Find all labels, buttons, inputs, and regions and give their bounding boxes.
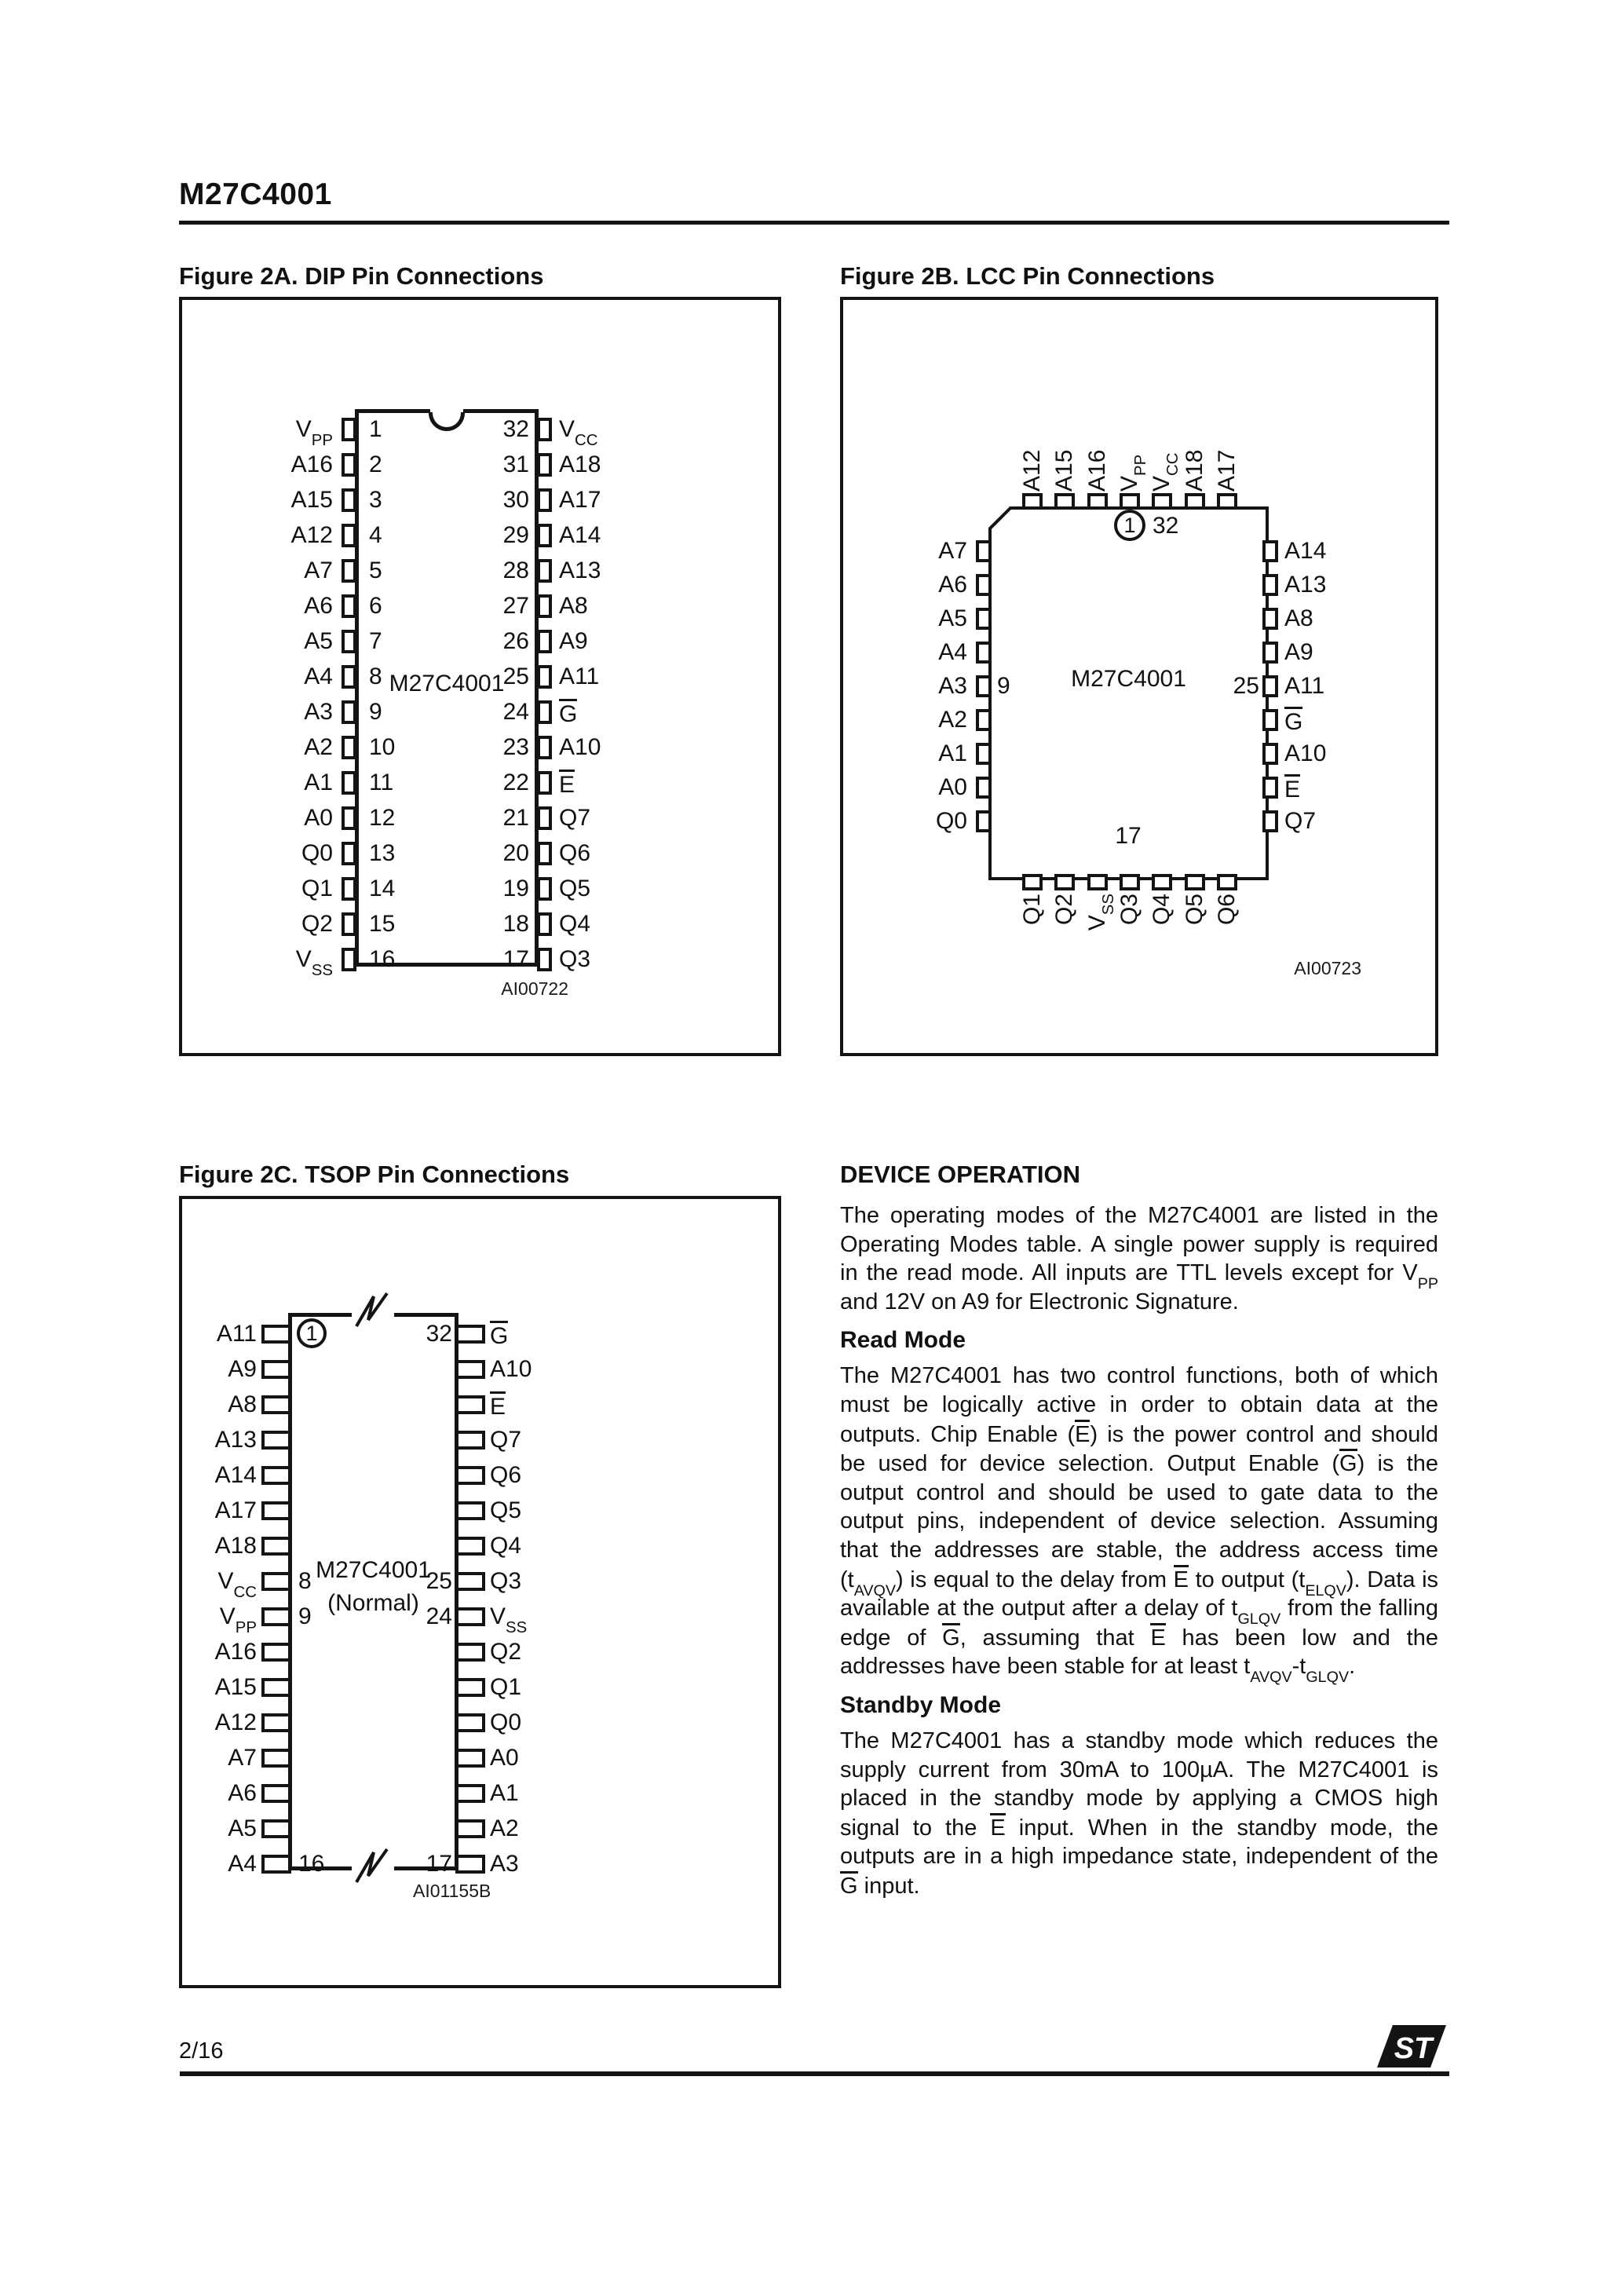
lcc-pin-stub-right [1262, 540, 1278, 562]
dip-pin-label-right: Q3 [559, 946, 591, 972]
tsop-pin-label-left: A11 [216, 1321, 257, 1347]
dip-pin-label-right: A13 [559, 558, 601, 583]
dip-pin-number-left: 16 [369, 946, 396, 972]
dip-pin-number-left: 7 [369, 628, 382, 654]
dip-pin-label-right: G [559, 699, 577, 728]
standby-mode-body: The M27C4001 has a standby mode which reduces the supply current from 30mA to 100µA. The M27C4001 is placed in the standby mode by applying a CMOS high signal to the E input. When in the standby mode, the outputs are in a high impedance state, independent of the G input. [840, 1727, 1439, 1899]
dip-pin-stub-right [537, 736, 552, 759]
device-operation-intro: The operating modes of the M27C4001 are listed in the Operating Modes table. A single power supply is required in the read mode. All inputs are TTL levels except for $V_{PP}$ and 12V on A9 for Electronic Signature. [840, 1203, 1438, 1314]
tsop-pin-stub-left [261, 1572, 291, 1591]
lcc-pin-stub-right [1262, 709, 1278, 731]
tsop-pin-label-right: Q3 [490, 1568, 522, 1594]
dip-pin-label-left: Q0 [301, 840, 333, 866]
tsop-pin-stub-left [261, 1819, 291, 1838]
dip-pin-label-right: A10 [559, 734, 601, 760]
lcc-pin-stub-left [976, 608, 992, 630]
lcc-pin-stub-top [1120, 493, 1140, 510]
lcc-pin-stub-bottom [1152, 874, 1172, 890]
tsop-pin-stub-left [261, 1607, 291, 1626]
dip-pin-number-right: 29 [502, 522, 529, 548]
break-mark-bottom-icon [352, 1846, 394, 1893]
lcc-pin-label-top: $V_{CC}$ [1149, 452, 1182, 492]
dip-pin-stub-left [342, 700, 356, 724]
lcc-pin-label-top: A12 [1019, 449, 1045, 492]
tsop-pin-stub-right [455, 1713, 485, 1732]
tsop-pin-number-left: 9 [298, 1603, 312, 1629]
tsop-pin-number-left: 8 [298, 1568, 312, 1594]
dip-pin-stub-right [537, 806, 552, 830]
tsop-pin-label-left: A15 [214, 1674, 257, 1700]
tsop-pin-stub-left [261, 1466, 291, 1485]
dip-pin-label-left: A15 [290, 487, 333, 513]
dip-pin-number-left: 3 [369, 487, 382, 513]
tsop-pin-label-right: Q7 [490, 1427, 522, 1453]
dip-pin-stub-left [342, 418, 356, 441]
figure-2a-box-dip-diagram [179, 297, 781, 1056]
break-mark-top-icon [352, 1290, 394, 1337]
dip-pin-label-left: A0 [304, 805, 333, 831]
lcc-pin-label-left: A2 [938, 707, 967, 733]
tsop-pin-stub-right [455, 1855, 485, 1874]
figure-ref: AI00722 [501, 978, 568, 999]
dip-pin-label-left: Q2 [301, 911, 333, 937]
lcc-pin-label-left: A5 [938, 605, 967, 631]
tsop-pin-label-left: A16 [214, 1639, 257, 1665]
lcc-pin-label-left: A7 [938, 538, 967, 564]
dip-pin-label-left: Q1 [301, 876, 333, 901]
tsop-pin-stub-left [261, 1395, 291, 1414]
dip-pin-label-left: A3 [304, 699, 333, 725]
lcc-pin-label-top: A16 [1084, 449, 1110, 492]
dip-pin-number-right: 23 [502, 734, 529, 760]
lcc-pin-stub-left [976, 777, 992, 799]
standby-mode-heading: Standby Mode [840, 1691, 1002, 1718]
dip-pin-label-left: $V_{PP}$ [295, 416, 333, 450]
pin32-marker: 32 [1153, 513, 1179, 539]
dip-pin-label-right: A8 [559, 593, 588, 619]
chip-label: M27C4001 [389, 671, 505, 696]
tsop-pin-label-right: A10 [490, 1356, 532, 1382]
dip-pin-stub-left [342, 912, 356, 936]
dip-pin-label-right: $V_{CC}$ [559, 416, 598, 450]
lcc-pin-label-left: Q0 [935, 808, 967, 834]
tsop-pin-label-left: A7 [228, 1745, 257, 1771]
lcc-pin-label-left: A3 [938, 673, 967, 699]
lcc-pin-stub-bottom [1120, 874, 1140, 890]
tsop-pin-stub-left [261, 1784, 291, 1803]
lcc-pin-label-bottom: Q1 [1019, 894, 1045, 926]
lcc-pin-label-bottom: Q3 [1116, 894, 1142, 926]
tsop-pin-stub-right [455, 1395, 485, 1414]
lcc-pin-label-top: $V_{PP}$ [1116, 454, 1150, 492]
lcc-pin-stub-left [976, 709, 992, 731]
lcc-pin-label-right: Q7 [1284, 808, 1317, 834]
dip-pin-number-left: 8 [369, 664, 382, 689]
tsop-pin-label-left: $V_{CC}$ [217, 1568, 257, 1602]
tsop-pin-label-left: A9 [228, 1356, 257, 1382]
chip-sublabel: (Normal) [327, 1590, 419, 1616]
dip-pin-number-left: 2 [369, 452, 382, 477]
lcc-pin-label-right: A14 [1284, 538, 1327, 564]
tsop-pin-label-left: $V_{PP}$ [219, 1603, 257, 1637]
lcc-pin-label-top: A17 [1214, 449, 1240, 492]
dip-pin-number-right: 30 [502, 487, 529, 513]
lcc-pin-stub-left [976, 574, 992, 596]
pin9-marker: 9 [997, 673, 1010, 699]
lcc-pin-stub-right [1262, 608, 1278, 630]
doc-title: M27C4001 [179, 177, 332, 211]
tsop-pin-label-right: Q6 [490, 1462, 522, 1488]
lcc-pin-label-bottom: Q5 [1182, 894, 1207, 926]
lcc-pin-stub-top [1185, 493, 1205, 510]
tsop-pin-stub-left [261, 1855, 291, 1874]
tsop-pin-stub-right [455, 1607, 485, 1626]
dip-pin-number-right: 26 [502, 628, 529, 654]
tsop-pin-label-left: A5 [228, 1815, 257, 1841]
dip-pin-stub-left [342, 524, 356, 547]
lcc-pin-label-right: E [1284, 774, 1300, 803]
tsop-pin-stub-left [261, 1749, 291, 1768]
dip-pin-stub-right [537, 700, 552, 724]
figure-2a-caption: Figure 2A. DIP Pin Connections [179, 262, 544, 290]
dip-pin-label-right: Q5 [559, 876, 591, 901]
lcc-pin-stub-right [1262, 777, 1278, 799]
tsop-pin-stub-right [455, 1466, 485, 1485]
tsop-pin-label-right: E [490, 1391, 506, 1420]
lcc-pin-stub-bottom [1054, 874, 1075, 890]
tsop-pin-stub-right [455, 1572, 485, 1591]
tsop-pin-number-right: 17 [426, 1851, 452, 1877]
tsop-pin-label-right: A3 [490, 1851, 519, 1877]
dip-pin-stub-right [537, 877, 552, 901]
dip-pin-number-left: 15 [369, 911, 396, 937]
tsop-pin-label-left: A18 [214, 1533, 257, 1559]
tsop-pin-label-left: A12 [214, 1709, 257, 1735]
dip-pin-number-left: 4 [369, 522, 382, 548]
st-logo-text: ST [1394, 2032, 1433, 2065]
pin1-circle-marker: 1 [297, 1318, 327, 1348]
dip-pin-stub-left [342, 948, 356, 971]
lcc-pin-stub-right [1262, 574, 1278, 596]
lcc-pin-label-bottom: Q2 [1051, 894, 1077, 926]
dip-pin-label-left: A7 [304, 558, 333, 583]
tsop-pin-label-left: A17 [214, 1497, 257, 1523]
dip-pin-stub-right [537, 630, 552, 653]
dip-pin-stub-left [342, 630, 356, 653]
tsop-pin-stub-left [261, 1643, 291, 1662]
dip-pin-label-right: A17 [559, 487, 601, 513]
dip-pin-stub-right [537, 524, 552, 547]
dip-pin-number-left: 10 [369, 734, 396, 760]
dip-pin-label-right: A9 [559, 628, 588, 654]
st-logo [1377, 2024, 1446, 2068]
tsop-pin-stub-right [455, 1325, 485, 1344]
dip-pin-stub-right [537, 488, 552, 512]
dip-pin-stub-left [342, 806, 356, 830]
footer-rule [180, 2071, 1449, 2076]
lcc-pin-stub-left [976, 540, 992, 562]
dip-pin-label-left: A2 [304, 734, 333, 760]
tsop-pin-stub-right [455, 1537, 485, 1556]
tsop-pin-stub-right [455, 1749, 485, 1768]
figure-2c-box-tsop-diagram [179, 1196, 781, 1988]
figure-2b-box-lcc-diagram [840, 297, 1438, 1056]
lcc-pin-stub-left [976, 810, 992, 832]
dip-pin-stub-right [537, 594, 552, 618]
lcc-pin-label-bottom: Q6 [1214, 894, 1240, 926]
tsop-pin-label-right: A1 [490, 1780, 519, 1806]
device-operation-section [840, 1161, 1438, 1903]
figure-ref: AI01155B [413, 1881, 491, 1901]
tsop-pin-label-right: Q2 [490, 1639, 522, 1665]
tsop-pin-stub-left [261, 1501, 291, 1520]
lcc-pin-label-right: A11 [1284, 673, 1325, 699]
dip-pin-stub-right [537, 559, 552, 583]
pin25-marker: 25 [1233, 673, 1259, 699]
tsop-pin-stub-left [261, 1678, 291, 1697]
dip-pin-stub-right [537, 665, 552, 689]
lcc-pin-stub-top [1054, 493, 1075, 510]
pin17-marker: 17 [1115, 823, 1142, 849]
dip-pin-stub-right [537, 771, 552, 795]
read-mode-body: The M27C4001 has two control functions, both of which must be logically active in order to obtain data at the outputs. Chip Enable (E) is the power control and should be used for device selection. Output Enable (G) is the output control and should be used to gate data to the output pins, independent of device selection. Assuming that the addresses are stable, the address access time $(t_{AVQV})$ is equal to the delay from E to output $(t_{ELQV})$. Data is available at the output after a delay of $t_{GLQV}$ from the falling edge of G, assuming that E has been low and the addresses have been stable for at least $t_{AVQV}-t_{GLQV}$. [840, 1363, 1439, 1687]
lcc-pin-stub-top [1022, 493, 1043, 510]
read-mode-heading: Read Mode [840, 1327, 966, 1354]
dip-pin-number-left: 1 [369, 416, 382, 442]
dip-pin-number-right: 31 [502, 452, 529, 477]
lcc-pin-stub-bottom [1185, 874, 1205, 890]
dip-pin-label-left: A12 [290, 522, 333, 548]
tsop-pin-stub-right [455, 1784, 485, 1803]
lcc-pin-label-right: G [1284, 707, 1302, 736]
lcc-pin-label-left: A4 [938, 639, 967, 665]
dip-pin-stub-left [342, 771, 356, 795]
dip-pin-stub-left [342, 488, 356, 512]
dip-pin-label-right: E [559, 770, 575, 799]
tsop-pin-label-left: A6 [228, 1780, 257, 1806]
dip-pin-label-right: Q6 [559, 840, 591, 866]
dip-pin-number-right: 32 [502, 416, 529, 442]
lcc-pin-label-right: A13 [1284, 572, 1327, 598]
dip-pin-number-right: 22 [502, 770, 529, 795]
lcc-pin-label-bottom: Q4 [1149, 894, 1174, 926]
header-rule [179, 221, 1449, 225]
lcc-pin-stub-right [1262, 743, 1278, 765]
dip-pin-number-right: 27 [502, 593, 529, 619]
dip-pin-label-left: $V_{SS}$ [295, 946, 333, 980]
dip-pin-number-left: 14 [369, 876, 396, 901]
tsop-pin-number-right: 24 [426, 1603, 452, 1629]
dip-pin-stub-right [537, 453, 552, 477]
tsop-pin-stub-left [261, 1360, 291, 1379]
tsop-pin-label-right: G [490, 1321, 508, 1350]
tsop-pin-stub-right [455, 1678, 485, 1697]
figure-2b-caption: Figure 2B. LCC Pin Connections [840, 262, 1215, 290]
tsop-pin-stub-right [455, 1501, 485, 1520]
dip-pin-number-right: 25 [502, 664, 529, 689]
dip-pin-number-right: 21 [502, 805, 529, 831]
lcc-pin-stub-left [976, 743, 992, 765]
tsop-pin-label-right: $V_{SS}$ [490, 1603, 528, 1637]
dip-pin-stub-right [537, 948, 552, 971]
dip-pin-number-left: 13 [369, 840, 396, 866]
tsop-pin-label-right: Q4 [490, 1533, 522, 1559]
lcc-pin-label-left: A0 [938, 774, 967, 800]
lcc-pin-stub-left [976, 642, 992, 664]
figure-2c-caption: Figure 2C. TSOP Pin Connections [179, 1161, 570, 1188]
dip-pin-number-right: 24 [502, 699, 529, 725]
lcc-pin-stub-right [1262, 810, 1278, 832]
dip-pin-label-right: Q7 [559, 805, 591, 831]
chip-label: M27C4001 [1071, 666, 1186, 692]
tsop-pin-number-right: 32 [426, 1321, 452, 1347]
dip-pin-label-right: Q4 [559, 911, 591, 937]
dip-pin-number-left: 6 [369, 593, 382, 619]
lcc-pin-label-top: A18 [1182, 449, 1207, 492]
dip-pin-stub-left [342, 594, 356, 618]
dip-pin-label-left: A1 [304, 770, 333, 795]
dip-pin-number-right: 18 [502, 911, 529, 937]
dip-pin-label-right: A14 [559, 522, 601, 548]
dip-pin-number-left: 9 [369, 699, 382, 725]
lcc-pin-stub-left [976, 675, 992, 697]
lcc-pin-stub-bottom [1087, 874, 1108, 890]
figure-ref: AI00723 [1294, 958, 1361, 978]
tsop-pin-stub-left [261, 1713, 291, 1732]
dip-pin-number-right: 28 [502, 558, 529, 583]
dip-pin-label-right: A11 [559, 664, 600, 689]
dip-pin-label-left: A4 [304, 664, 333, 689]
tsop-pin-stub-right [455, 1643, 485, 1662]
dip-pin-number-left: 12 [369, 805, 396, 831]
lcc-pin-stub-top [1217, 493, 1237, 510]
dip-pin-label-left: A6 [304, 593, 333, 619]
tsop-pin-label-right: A0 [490, 1745, 519, 1771]
tsop-pin-label-right: Q5 [490, 1497, 522, 1523]
tsop-pin-label-right: Q1 [490, 1674, 522, 1700]
tsop-pin-stub-right [455, 1819, 485, 1838]
tsop-pin-stub-right [455, 1431, 485, 1450]
lcc-pin-stub-top [1087, 493, 1108, 510]
lcc-pin-stub-right [1262, 642, 1278, 664]
tsop-pin-stub-left [261, 1537, 291, 1556]
lcc-pin-label-right: A9 [1284, 639, 1313, 665]
lcc-pin-stub-bottom [1022, 874, 1043, 890]
dip-pin-stub-left [342, 736, 356, 759]
dip-pin-number-right: 17 [502, 946, 529, 972]
dip-pin-stub-right [537, 418, 552, 441]
tsop-pin-number-left: 16 [298, 1851, 325, 1877]
tsop-pin-label-left: A4 [228, 1851, 257, 1877]
tsop-pin-label-left: A8 [228, 1391, 257, 1417]
tsop-pin-stub-left [261, 1431, 291, 1450]
lcc-pin-label-right: A8 [1284, 605, 1313, 631]
dip-pin-number-right: 19 [502, 876, 529, 901]
dip-pin-number-left: 5 [369, 558, 382, 583]
dip-pin-stub-right [537, 912, 552, 936]
lcc-pin-stub-top [1152, 493, 1172, 510]
lcc-pin-label-left: A6 [938, 572, 967, 598]
dip-pin-number-left: 11 [369, 770, 394, 795]
dip-pin-stub-left [342, 842, 356, 865]
dip-pin-stub-left [342, 877, 356, 901]
page-number: 2/16 [179, 2038, 224, 2064]
dip-pin-label-left: A5 [304, 628, 333, 654]
chip-label: M27C4001 [316, 1557, 431, 1583]
tsop-pin-number-right: 25 [426, 1568, 452, 1594]
dip-pin-stub-left [342, 453, 356, 477]
lcc-pin-label-right: A10 [1284, 740, 1327, 766]
dip-pin-label-right: A18 [559, 452, 601, 477]
tsop-pin-stub-right [455, 1360, 485, 1379]
tsop-pin-label-left: A13 [214, 1427, 257, 1453]
lcc-pin-stub-bottom [1217, 874, 1237, 890]
tsop-pin-label-left: A14 [214, 1462, 257, 1488]
lcc-pin-label-left: A1 [938, 740, 967, 766]
dip-pin-stub-right [537, 842, 552, 865]
dip-pin-number-right: 20 [502, 840, 529, 866]
device-operation-heading: DEVICE OPERATION [840, 1161, 1081, 1188]
tsop-pin-label-right: A2 [490, 1815, 519, 1841]
dip-pin-stub-left [342, 559, 356, 583]
lcc-pin-label-top: A15 [1051, 449, 1077, 492]
pin1-circle-marker: 1 [1114, 510, 1145, 541]
dip-pin-label-left: A16 [290, 452, 333, 477]
tsop-pin-label-right: Q0 [490, 1709, 522, 1735]
tsop-pin-stub-left [261, 1325, 291, 1344]
lcc-pin-label-bottom: $V_{SS}$ [1084, 894, 1118, 931]
